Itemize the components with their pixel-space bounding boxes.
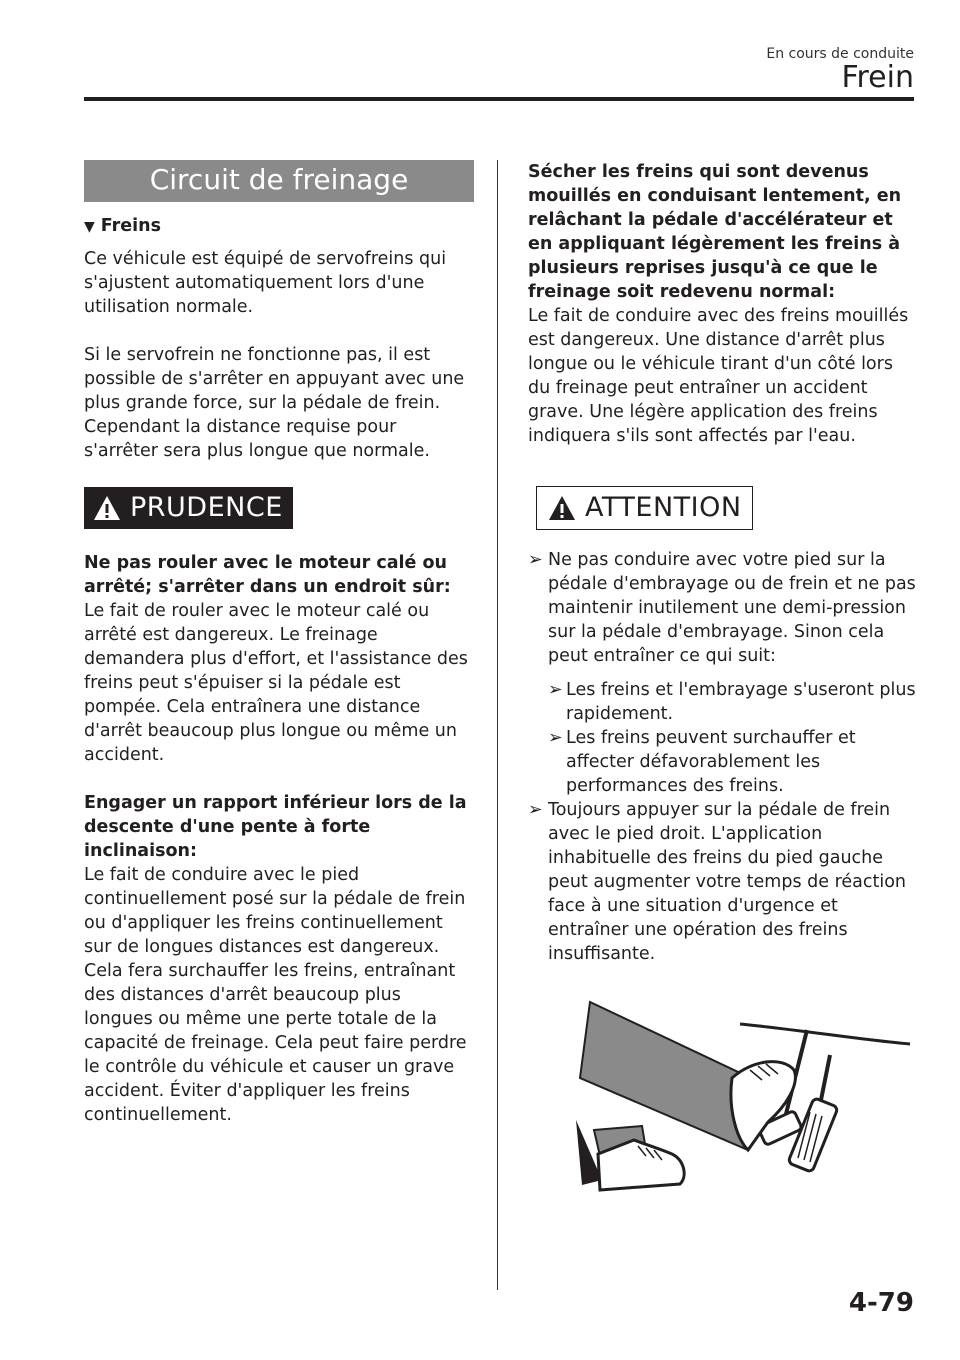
warning-item-2-title: Engager un rapport inférieur lors de la descente d'une pente à forte inclinaison: [84, 793, 467, 861]
list-item [528, 548, 918, 798]
list-item-text: Les freins et l'embrayage s'useront plus rapidement. [566, 680, 916, 724]
warning-label: PRUDENCE [130, 492, 283, 523]
paragraph-1: Ce véhicule est équipé de servofreins qui s'ajustent automatiquement lors d'une utilisation normale. [84, 249, 447, 317]
right-column [528, 160, 918, 966]
triangle-down-icon: ▼ [84, 219, 95, 235]
arrow-bullet-icon: ➢ [528, 550, 543, 570]
section-title: Circuit de freinage [84, 160, 474, 202]
list-item [528, 726, 918, 798]
caution-list [528, 548, 918, 966]
warning-item-3-title: Sécher les freins qui sont devenus mouillés en conduisant lentement, en relâchant la pédale d'accélérateur et en appliquant légèrement les freins à plusieurs reprises jusqu'à ce que le freinage soit redevenu normal: [528, 162, 902, 302]
header-subtitle: En cours de conduite [766, 46, 914, 62]
warning-item-2-text: Le fait de conduire avec le pied continuellement posé sur la pédale de frein ou d'appliquer les freins continuellement sur de longues distances est dangereux. Cela fera surchauffer les freins, entraînant des distances d'arrêt beaucoup plus longues ou même une perte totale de la capacité de freinage. Cela peut faire perdre le contrôle du véhicule et causer un grave accident. Éviter d'appliquer les freins continuellement. [84, 865, 467, 1125]
list-item-text: Ne pas conduire avec votre pied sur la pédale d'embrayage ou de frein et ne pas maintenir inutilement une demi-pression sur la pédale d'embrayage. Sinon cela peut entraîner ce qui suit: [548, 550, 916, 666]
column-divider [497, 160, 498, 1290]
warning-item-1-text: Le fait de rouler avec le moteur calé ou arrêté est dangereux. Le freinage demandera plus d'effort, et l'assistance des freins peut s'épuiser si la pédale est pompée. Cela entraînera une distance d'arrêt beaucoup plus longue ou même un accident. [84, 601, 468, 765]
caution-label-box [536, 486, 753, 530]
caution-label: ATTENTION [585, 492, 742, 523]
subheading-label: Freins [100, 216, 161, 236]
warning-item-3 [528, 160, 918, 448]
warning-label-box [84, 487, 293, 529]
header-title: Frein [841, 60, 914, 95]
warning-item-1-title: Ne pas rouler avec le moteur calé ou arrêté; s'arrêter dans un endroit sûr: [84, 553, 451, 597]
header-divider [84, 97, 914, 101]
list-item-text: Toujours appuyer sur la pédale de frein avec le pied droit. L'application inhabituelle des freins du pied gauche peut augmenter votre temps de réaction face à une situation d'urgence et entraîner une opération des freins insuffisante. [548, 800, 907, 964]
warning-icon [92, 494, 122, 522]
warning-item-1 [84, 551, 474, 767]
left-column [84, 160, 474, 1151]
arrow-bullet-icon: ➢ [528, 800, 543, 820]
warning-item-2 [84, 791, 474, 1127]
caution-icon [547, 494, 577, 522]
sub-list [528, 678, 918, 798]
paragraph-2: Si le servofrein ne fonctionne pas, il est possible de s'arrêter en appuyant avec une plus grande force, sur la pédale de frein. Cependant la distance requise pour s'arrêter sera plus longue que normale. [84, 345, 465, 461]
list-item-text: Les freins peuvent surchauffer et affecter défavorablement les performances des freins. [566, 728, 856, 796]
warning-item-3-text: Le fait de conduire avec des freins mouillés est dangereux. Une distance d'arrêt plus longue ou le véhicule tirant d'un côté lors du freinage peut entraîner un accident grave. Une légère application des freins indiquera s'ils sont affectés par l'eau. [528, 306, 909, 446]
page-number: 4-79 [848, 1288, 914, 1318]
arrow-bullet-icon: ➢ [548, 728, 563, 748]
arrow-bullet-icon: ➢ [548, 680, 563, 700]
subheading [84, 214, 474, 239]
list-item [528, 678, 918, 726]
list-item [528, 798, 918, 966]
pedal-illustration [572, 1000, 912, 1195]
